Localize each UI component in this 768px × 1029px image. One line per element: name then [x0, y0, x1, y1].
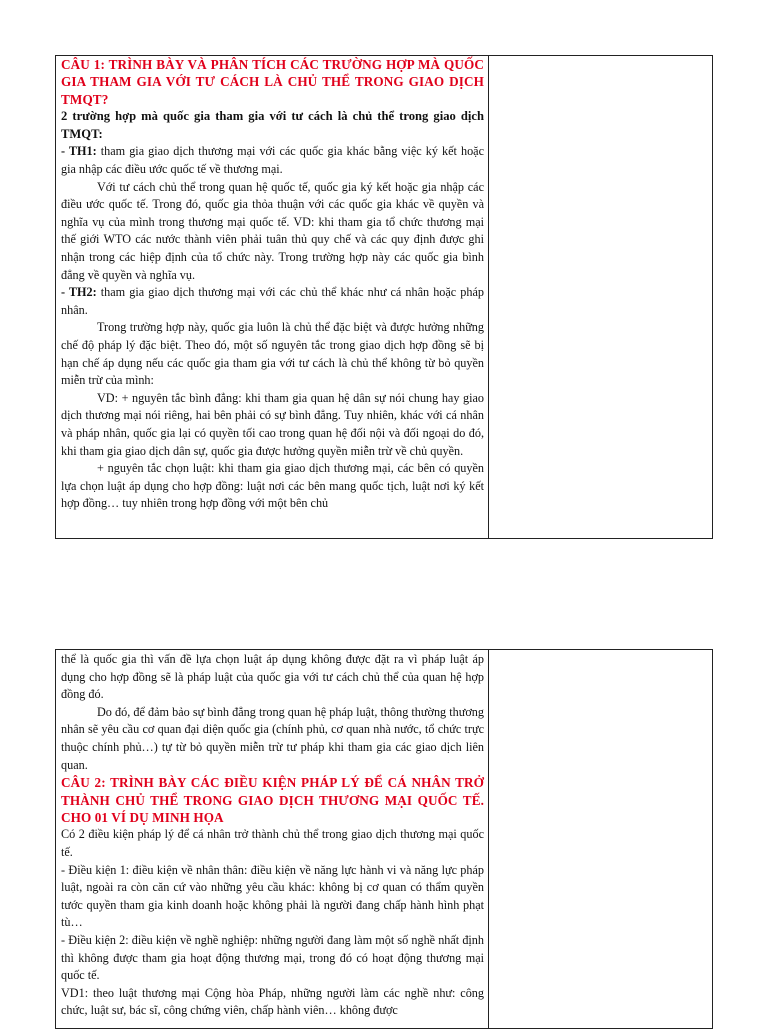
paragraph: Với tư cách chủ thể trong quan hệ quốc tế, quốc gia ký kết hoặc gia nhập các điều ước quốc tế. Trong đó, quốc gia thỏa thuận với các quốc gia khác về quyền và nghĩa vụ của mình trong thương mại quốc tế. VD: khi tham gia tổ chức thương mại thế giới WTO các nước thành viên phải tuân thủ quy chế và các quy định được ghi nhận trong các hiệp định của tổ chức này. Trong trường hợp này các quốc gia bình đẳng về quyền và nghĩa vụ. [61, 179, 484, 282]
case-1-paragraph [61, 143, 484, 178]
subheading: 2 trường hợp mà quốc gia tham gia với tư cách là chủ thể trong giao dịch TMQT: [61, 109, 484, 141]
table-page-2 [55, 649, 713, 1029]
empty-column [489, 650, 712, 1028]
text-column [56, 650, 489, 1028]
empty-column [489, 56, 712, 538]
paragraph: VD: + nguyên tắc bình đẳng: khi tham gia quan hệ dân sự nói chung hay giao dịch thương mại nói riêng, hai bên phải có sự bình đẳng. Tuy nhiên, khác với cá nhân và pháp nhân, quốc gia lại có quyền tối cao trong quan hệ đối nội và đối ngoại do đó, khi tham gia giao dịch dân sự, quốc gia được hưởng quyền miễn trừ về chủ quyền. [61, 390, 484, 458]
paragraph: Có 2 điều kiện pháp lý để cá nhân trở thành chủ thể trong giao dịch thương mại quốc tế. [61, 827, 484, 859]
case-2-text: tham gia giao dịch thương mại với các chủ thể khác như cá nhân hoặc pháp nhân. [61, 285, 484, 317]
text-column [56, 56, 489, 538]
question-1-title: CÂU 1: TRÌNH BÀY VÀ PHÂN TÍCH CÁC TRƯỜNG HỢP MÀ QUỐC GIA THAM GIA VỚI TƯ CÁCH LÀ CHỦ THỂ TRONG GIAO DỊCH TMQT? [61, 57, 484, 107]
paragraph: + nguyên tắc chọn luật: khi tham gia giao dịch thương mại, các bên có quyền lựa chọn luật áp dụng cho hợp đồng: luật nơi các bên mang quốc tịch, luật nơi ký kết hợp đồng… tuy nhiên trong hợp đồng với một bên chủ [61, 461, 484, 511]
paragraph: thể là quốc gia thì vấn đề lựa chọn luật áp dụng không được đặt ra vì pháp luật áp dụng cho hợp đồng sẽ là pháp luật của quốc gia với tư cách chủ thể của quan hệ hợp đồng đó. [61, 652, 484, 702]
case-1-text: tham gia giao dịch thương mại với các quốc gia khác bằng việc ký kết hoặc gia nhập các điều ước quốc tế về thương mại. [61, 144, 484, 176]
question-2-title: CÂU 2: TRÌNH BÀY CÁC ĐIỀU KIỆN PHÁP LÝ ĐỂ CÁ NHÂN TRỞ THÀNH CHỦ THỂ TRONG GIAO DỊCH THƯƠNG MẠI QUỐC TẾ. CHO 01 VÍ DỤ MINH HỌA [61, 775, 484, 825]
case-2-label: - TH2: [61, 285, 97, 300]
paragraph: Trong trường hợp này, quốc gia luôn là chủ thể đặc biệt và được hưởng những chế độ pháp lý đặc biệt. Theo đó, một số nguyên tắc trong giao dịch hợp đồng sẽ bị hạn chế áp dụng nếu các quốc gia tham gia với tư cách là chủ thể không từ bỏ quyền miễn trừ của mình: [61, 320, 484, 388]
paragraph: Do đó, để đảm bảo sự bình đẳng trong quan hệ pháp luật, thông thường thương nhân sẽ yêu cầu cơ quan đại diện quốc gia (chính phủ, cơ quan nhà nước, tổ chức trực thuộc chính phủ…) tự từ bỏ quyền miễn trừ tư pháp khi tham gia các giao dịch liên quan. [61, 704, 484, 772]
example-1: VD1: theo luật thương mại Cộng hòa Pháp, những người làm các nghề như: công chức, luật sư, bác sĩ, công chứng viên, chấp hành viên… không được [61, 985, 484, 1018]
condition-1: - Điều kiện 1: điều kiện về nhân thân: điều kiện về năng lực hành vi và năng lực pháp luật, ngoài ra còn căn cứ vào những yêu cầu khác: không bị cơ quan có thẩm quyền tước quyền tham gia kinh doanh hoặc không phải là người đang chấp hành hình phạt tù… [61, 862, 484, 930]
condition-2: - Điều kiện 2: điều kiện về nghề nghiệp: những người đang làm một số nghề nhất định thì không được tham gia hoạt động thương mại, trong đó có hoạt động thương mại quốc tế. [61, 932, 484, 983]
case-2-paragraph [61, 284, 484, 319]
case-1-label: - TH1: [61, 144, 97, 159]
table-page-1 [55, 55, 713, 539]
